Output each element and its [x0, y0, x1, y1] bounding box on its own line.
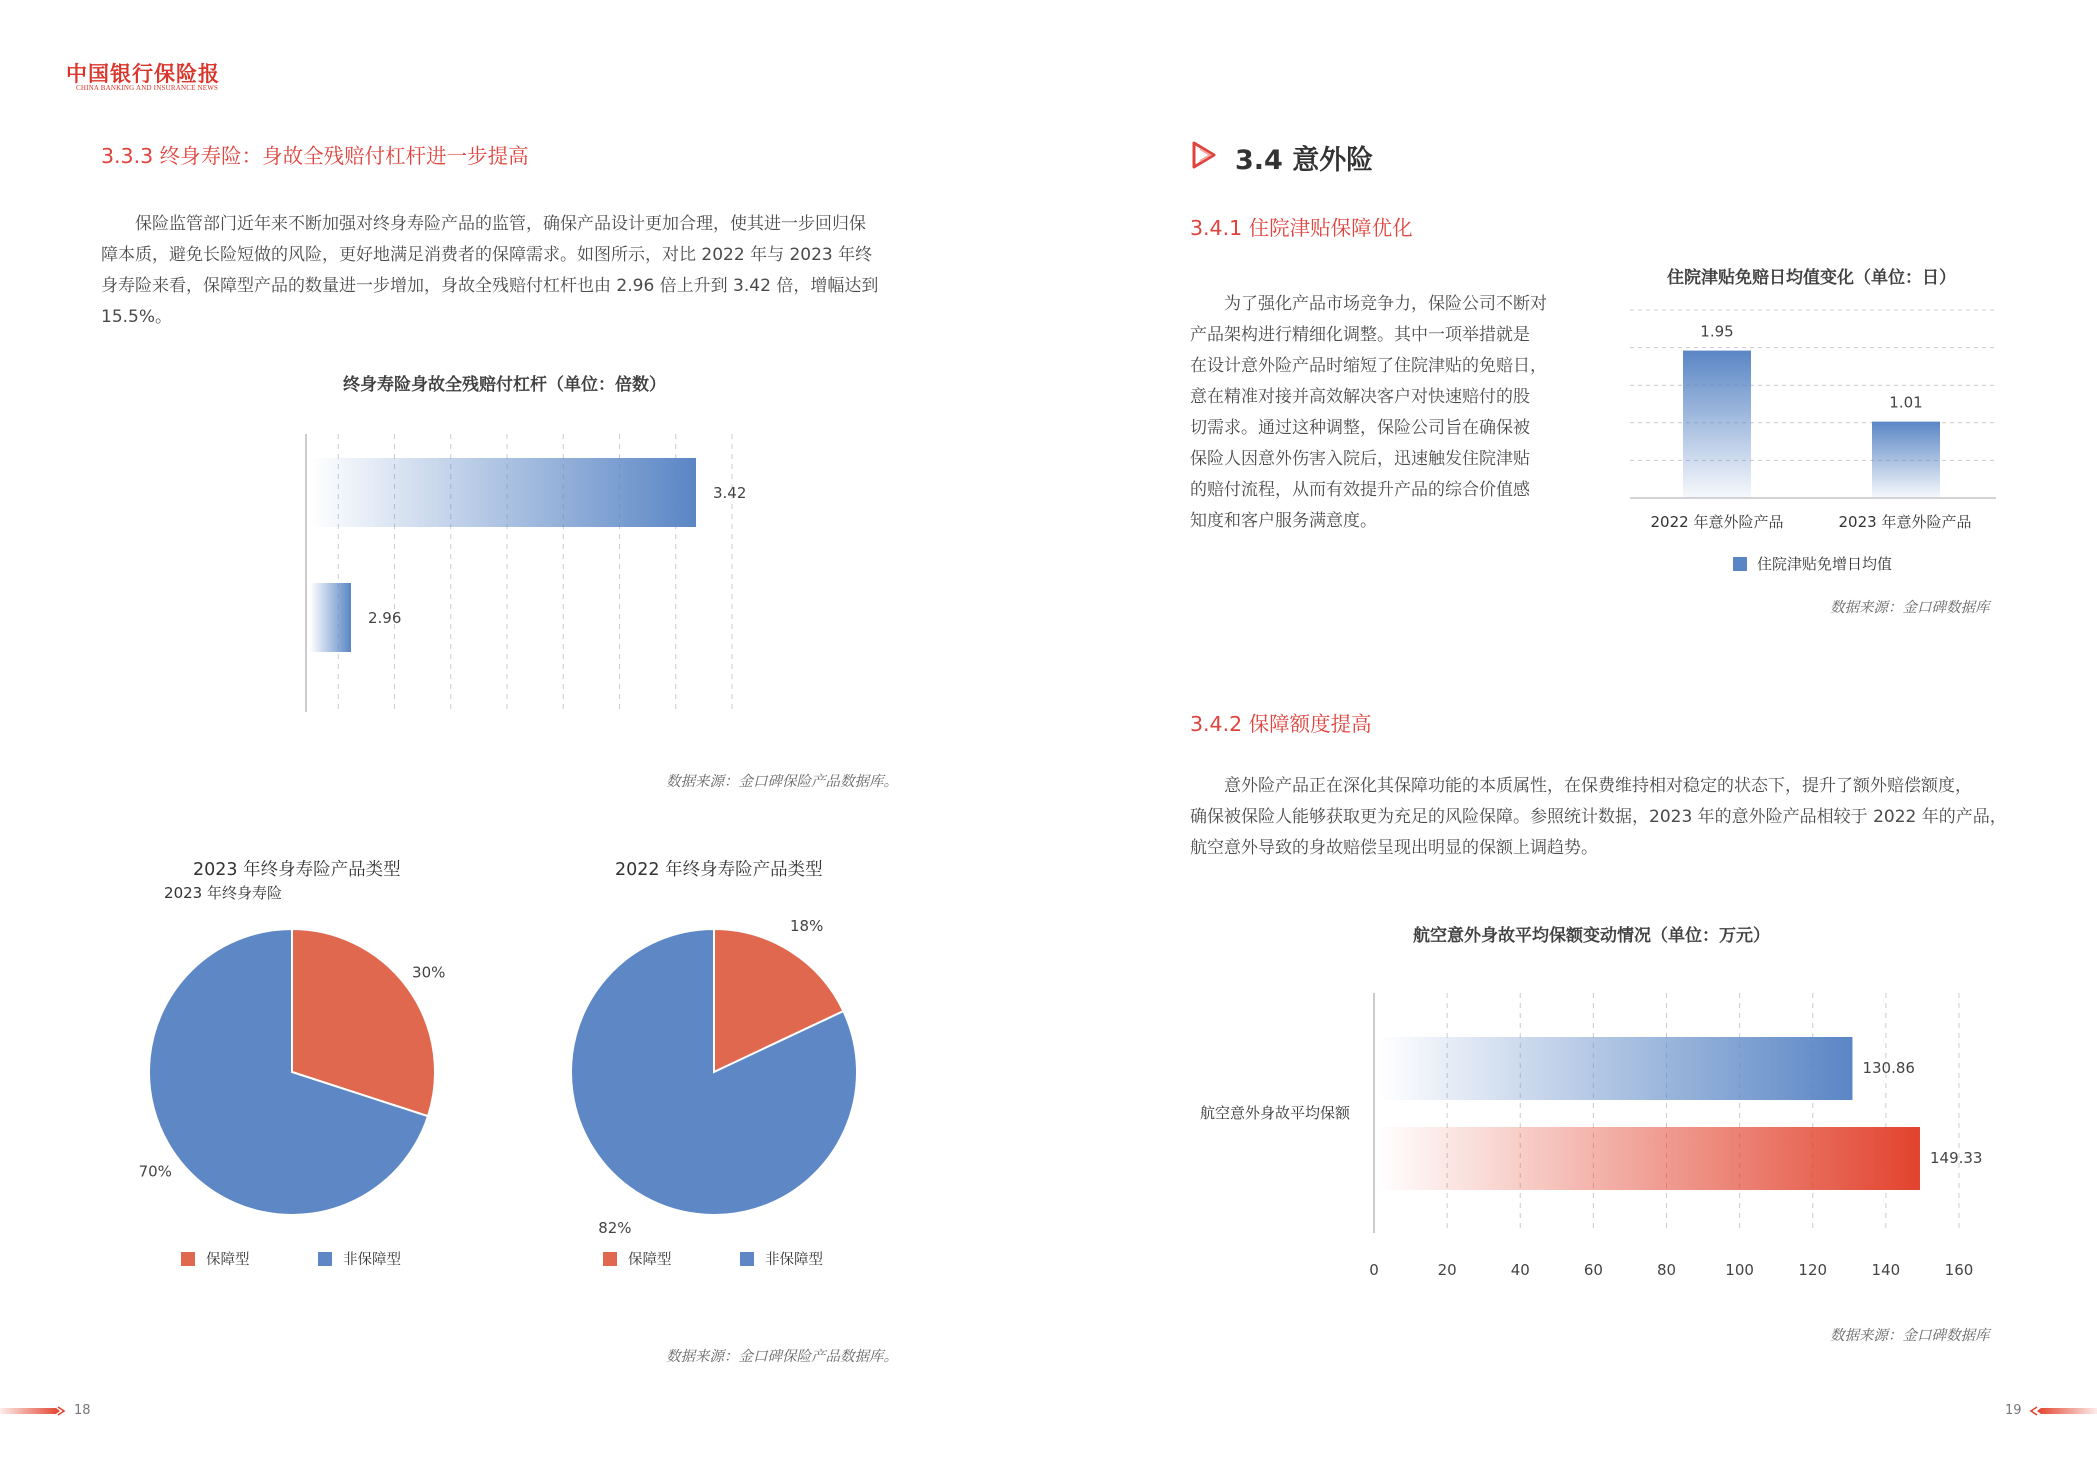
legend-swatch-protection [603, 1252, 617, 1266]
paragraph-line: 为了强化产品市场竞争力，保险公司不断对 [1224, 294, 1547, 314]
paragraph-line: 航空意外导致的身故赔偿呈现出明显的保额上调趋势。 [1190, 838, 1598, 858]
section-title: 3.4 意外险 [1235, 145, 1374, 176]
category-label: 2023 年终身寿险 [164, 884, 282, 902]
slice-label: 82% [598, 1219, 632, 1238]
x-tick-label: 20 [1437, 1261, 1457, 1279]
paragraph-line: 保险监管部门近年来不断加强对终身寿险产品的监管，确保产品设计更加合理，使其进一步回归保 [135, 214, 866, 234]
leverage-chart-title: 终身寿险身故全残赔付杠杆（单位：倍数） [343, 375, 666, 395]
source-note: 数据来源：金口碑保险产品数据库。 [666, 1349, 898, 1365]
pie-2023 [139, 929, 446, 1215]
logo-subtitle: CHINA BANKING AND INSURANCE NEWS [76, 84, 219, 92]
legend-label: 非保障型 [343, 1252, 401, 1268]
paragraph-line: 意外险产品正在深化其保障功能的本质属性，在保费维持相对稳定的状态下，提升了额外赔偿额度， [1224, 776, 1972, 796]
legend-swatch [1733, 557, 1747, 571]
x-tick-label: 80 [1656, 1261, 1677, 1279]
slice-label: 30% [412, 963, 446, 982]
data-label: 130.86 [1862, 1059, 1915, 1077]
column-bar [1683, 351, 1751, 498]
paragraph-line: 切需求。通过这种调整，保险公司旨在确保被 [1190, 418, 1530, 438]
paragraph-whole-life [101, 209, 878, 333]
x-tick-label: 120 [1798, 1261, 1828, 1279]
x-tick-label: 160 [1944, 1261, 1974, 1279]
pie-charts [120, 900, 900, 1280]
paragraph-line: 15.5%。 [101, 307, 173, 327]
data-label: 149.33 [1929, 1149, 1983, 1167]
legend-swatch-non-protection [318, 1252, 332, 1266]
paragraph-coverage [1190, 771, 2007, 864]
paragraph-line: 知度和客户服务满意度。 [1190, 511, 1377, 531]
heading-3-4-2: 3.4.2 保障额度提高 [1190, 712, 1372, 736]
bar [1378, 1127, 1920, 1190]
paragraph-line: 身寿险来看，保障型产品的数量进一步增加，身故全残赔付杠杆也由 2.96 倍上升到 3.42 倍，增幅达到 [101, 276, 879, 296]
data-label: 2.96 [368, 609, 402, 627]
legend-label: 保障型 [206, 1252, 250, 1268]
paragraph-line: 产品架构进行精细化调整。其中一项举措就是 [1190, 325, 1530, 345]
page-marker-right [2027, 1404, 2097, 1418]
heading-3-3-3: 3.3.3 终身寿险：身故全残赔付杠杆进一步提高 [101, 144, 529, 168]
paragraph-line: 障本质，避免长险短做的风险，更好地满足消费者的保障需求。如图所示，对比 2022 年与 2023 年终 [101, 245, 873, 265]
heading-3-4-1: 3.4.1 住院津贴保障优化 [1190, 216, 1413, 240]
category-label: 2022 年意外险产品 [1650, 513, 1784, 531]
paragraph-line: 的赔付流程，从而有效提升产品的综合价值感 [1190, 480, 1530, 500]
x-tick-label: 100 [1725, 1261, 1754, 1279]
data-label: 1.95 [1700, 322, 1734, 341]
aviation-chart-title: 航空意外身故平均保额变动情况（单位：万元） [1413, 926, 1770, 946]
source-note: 数据来源：金口碑数据库 [1830, 600, 1990, 616]
pie-2023-title: 2023 年终身寿险产品类型 [193, 860, 401, 880]
source-note: 数据来源：金口碑保险产品数据库。 [666, 774, 898, 790]
column-bar [1872, 422, 1940, 498]
paragraph-line: 在设计意外险产品时缩短了住院津贴的免赔日， [1190, 356, 1547, 376]
deductible-chart-title: 住院津贴免赔日均值变化（单位：日） [1667, 268, 1956, 288]
bar [310, 458, 696, 527]
paragraph-hospital-allowance [1190, 289, 1547, 537]
x-tick-label: 60 [1583, 1261, 1603, 1279]
slice-label: 70% [138, 1162, 172, 1181]
pie-2023-legend [181, 1250, 401, 1268]
deductible-column-chart [1620, 295, 2010, 585]
aviation-bar-chart [1190, 975, 1990, 1295]
data-label: 3.42 [713, 484, 747, 502]
page-marker-left [0, 1404, 68, 1418]
pie-2022 [571, 917, 857, 1237]
paragraph-line: 确保被保险人能够获取更为充足的风险保障。参照统计数据，2023 年的意外险产品相较于 2022 年的产品， [1190, 807, 2007, 827]
legend-swatch-non-protection [740, 1252, 754, 1266]
paragraph-line: 意在精准对接并高效解决客户对快速赔付的股 [1190, 387, 1530, 407]
legend-swatch-protection [181, 1252, 195, 1266]
bar [1378, 1037, 1852, 1100]
bar [310, 583, 351, 652]
source-note: 数据来源：金口碑数据库 [1830, 1328, 1990, 1344]
legend-label: 非保障型 [765, 1252, 823, 1268]
category-label: 航空意外身故平均保额 [1200, 1104, 1351, 1122]
x-tick-label: 40 [1510, 1261, 1530, 1279]
slice-label: 18% [790, 916, 824, 935]
category-label: 2023 年意外险产品 [1838, 513, 1972, 531]
x-tick-label: 140 [1871, 1261, 1901, 1279]
pie-2022-legend [603, 1250, 823, 1268]
legend-label: 保障型 [628, 1252, 672, 1268]
page-number: 18 [74, 1403, 91, 1418]
data-label: 1.01 [1889, 393, 1923, 412]
legend-label: 住院津贴免增日均值 [1757, 555, 1893, 573]
page-number: 19 [2005, 1403, 2022, 1418]
section-arrow-icon [1189, 140, 1219, 170]
x-tick-label: 0 [1369, 1261, 1379, 1279]
logo: 中国银行保险报 [66, 61, 220, 86]
pie-2022-title: 2022 年终身寿险产品类型 [615, 860, 823, 880]
paragraph-line: 保险人因意外伤害入院后，迅速触发住院津贴 [1190, 449, 1530, 469]
